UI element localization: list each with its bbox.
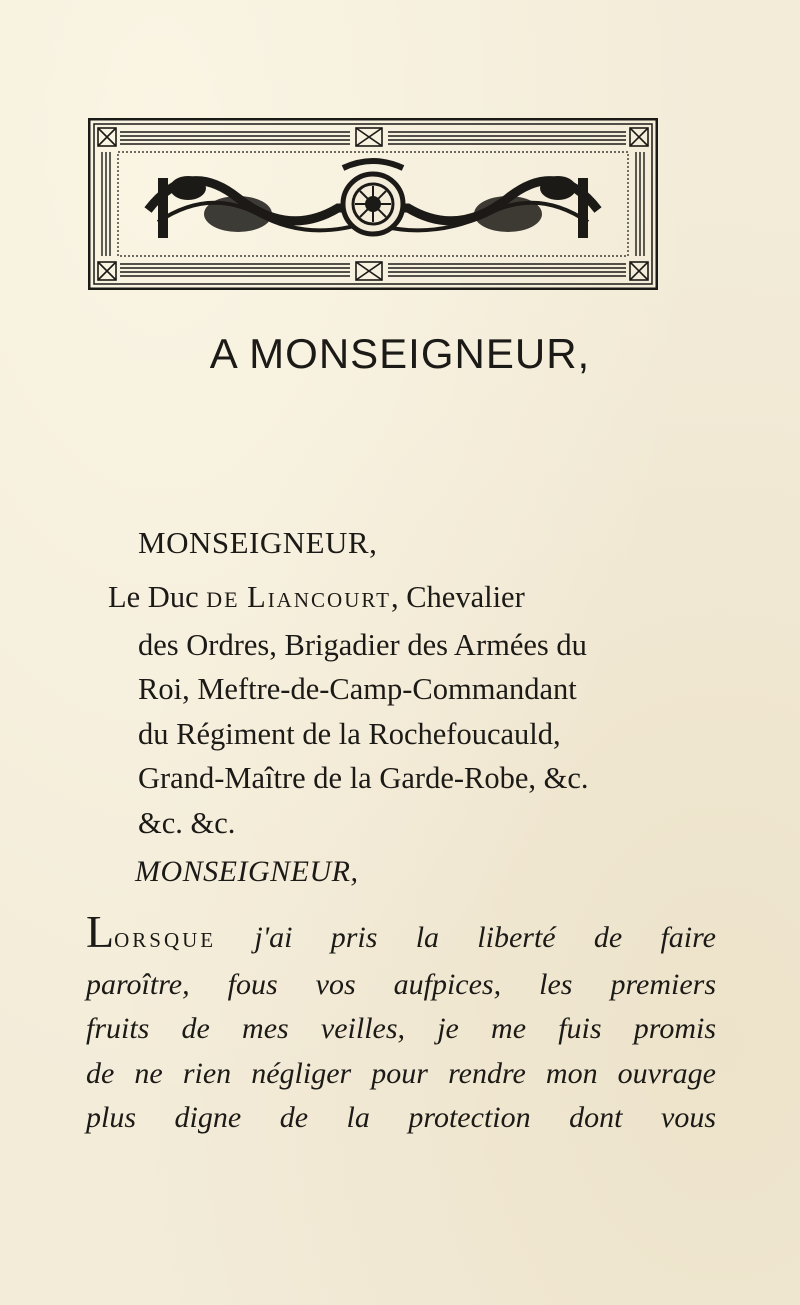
body-text: j'ai pris la liberté de faire <box>216 921 716 954</box>
first-word: ORSQUE <box>114 928 217 952</box>
drop-cap: L <box>86 906 115 957</box>
body-line-5: plus digne de la protection dont vous <box>86 1101 716 1134</box>
body-line-3: fruits de mes veilles, je me fuis promis <box>86 1012 716 1045</box>
address-text: Le Duc <box>108 580 207 614</box>
address-line-2: des Ordres, Brigadier des Armées du <box>138 627 587 662</box>
address-line-4: du Régiment de la Rochefoucauld, <box>138 716 561 751</box>
ornamental-headpiece-icon <box>88 118 658 290</box>
addressee-block <box>108 575 688 845</box>
body-line-4: de ne rien négliger pour rendre mon ouvrage <box>86 1056 716 1090</box>
body-line-1 <box>86 906 716 963</box>
dedication-text <box>86 906 716 1141</box>
salutation: MONSEIGNEUR, <box>138 525 378 560</box>
address-particle: DE <box>206 587 248 612</box>
address-line-5: Grand-Maître de la Garde-Robe, &c. <box>138 761 589 795</box>
address-text: , Chevalier <box>390 580 525 614</box>
address-line-6: &c. &c. <box>138 805 236 840</box>
address-line-3: Roi, Meftre-de-Camp-Commandant <box>138 672 577 706</box>
salutation-italic: MONSEIGNEUR, <box>135 855 359 888</box>
address-surname: Liancourt <box>247 580 391 614</box>
address-line-1 <box>108 575 688 623</box>
body-line-2: paroître, fous vos aufpices, les premiers <box>86 967 716 1001</box>
page-title: A MONSEIGNEUR, <box>209 330 591 377</box>
